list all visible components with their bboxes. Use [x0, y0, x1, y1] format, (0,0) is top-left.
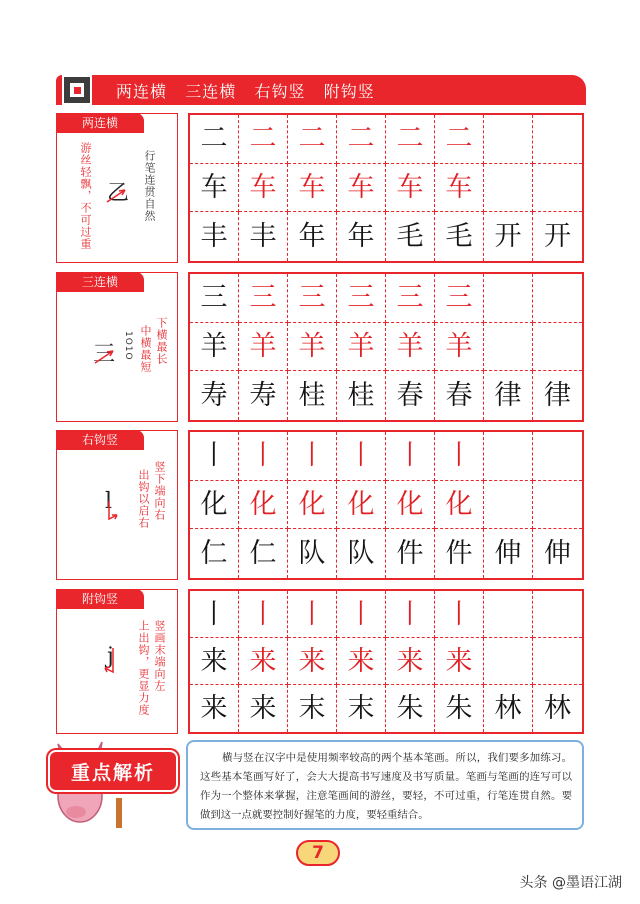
grid-cell: 丨	[288, 591, 337, 638]
grid-cell: 林	[544, 693, 571, 724]
grid-cell: 末	[337, 685, 386, 732]
stroke-tip-extra: 1O1O	[123, 331, 133, 361]
grid-cell: 三	[288, 274, 337, 323]
grid-cell: 桂	[337, 371, 386, 420]
grid-cell: 件	[435, 529, 484, 578]
stroke-direction-arrow-icon	[95, 644, 125, 680]
grid-cell: 伸	[544, 538, 571, 570]
grid-cell: 春	[435, 371, 484, 420]
grid-cell: 丨	[190, 591, 239, 638]
grid-cell	[533, 638, 582, 685]
grid-cell: 二	[239, 115, 288, 164]
section-two-horizontals	[56, 113, 586, 263]
key-analysis-text: 横与竖在汉字中是使用频率较高的两个基本笔画。所以，我们要多加练习。这些基本笔画写好了，会大大提高书写速度及书写质量。笔画与笔画的连写可以作为一个整体来掌握，注意笔画间的游丝，要轻，不可过重，行笔连贯自然。要做到这一点就要控制好握笔的力度，要轻重结合。	[186, 740, 584, 830]
grid-cell: 羊	[435, 323, 484, 372]
grid-cell	[533, 432, 582, 481]
grid-cell: 化	[435, 481, 484, 530]
stroke-label: 右钩竖	[56, 430, 144, 450]
practice-grid	[188, 430, 584, 580]
grid-cell: 寿	[239, 371, 288, 420]
section-right-hook-vertical	[56, 430, 586, 580]
stroke-direction-arrow-icon	[101, 180, 135, 210]
lesson-header	[56, 75, 586, 105]
grid-cell: 羊	[386, 323, 435, 372]
grid-cell: 丨	[337, 591, 386, 638]
grid-cell: 朱	[435, 685, 484, 732]
grid-cell: 三	[239, 274, 288, 323]
grid-cell: 仁	[239, 529, 288, 578]
stroke-direction-arrow-icon	[97, 497, 127, 527]
grid-cell: 开	[544, 221, 571, 253]
grid-cell: 羊	[239, 323, 288, 372]
grid-cell	[533, 481, 582, 530]
grid-cell	[484, 274, 533, 323]
grid-cell: 车	[190, 164, 239, 213]
grid-cell: 队	[288, 529, 337, 578]
grid-cell: 来	[239, 638, 288, 685]
grid-cell: 车	[239, 164, 288, 213]
grid-cell: 丨	[337, 432, 386, 481]
grid-cell: 三	[435, 274, 484, 323]
stroke-tip-red: 上出钩，更显力度	[137, 620, 150, 716]
grid-cell: 仁	[190, 529, 239, 578]
grid-cell: 丨	[190, 432, 239, 481]
stroke-direction-arrow-icon	[91, 343, 121, 369]
key-analysis-badge: 重点解析	[48, 750, 178, 792]
grid-cell: 化	[386, 481, 435, 530]
grid-cell: 三	[386, 274, 435, 323]
grid-cell	[533, 323, 582, 372]
stroke-label: 附钩竖	[56, 589, 144, 609]
stroke-demo-glyph: j	[107, 644, 114, 669]
stroke-tip-panel	[56, 430, 178, 580]
grid-cell	[484, 638, 533, 685]
grid-cell	[533, 274, 582, 323]
grid-cell: 年	[337, 212, 386, 261]
section-left-hook-vertical	[56, 589, 586, 734]
stroke-tip-panel	[56, 272, 178, 422]
grid-cell	[533, 591, 582, 638]
grid-cell: 三	[337, 274, 386, 323]
stroke-tip-panel	[56, 589, 178, 734]
grid-cell: 车	[288, 164, 337, 213]
grid-cell: 来	[386, 638, 435, 685]
grid-cell: 二	[337, 115, 386, 164]
grid-cell	[533, 164, 582, 213]
grid-cell: 年	[288, 212, 337, 261]
grid-cell: 化	[337, 481, 386, 530]
grid-cell: 羊	[288, 323, 337, 372]
grid-cell: 春	[386, 371, 435, 420]
stroke-label: 三连横	[56, 272, 144, 292]
grid-cell: 丰	[239, 212, 288, 261]
stroke-tip-dark: 竖下端向右	[153, 461, 166, 521]
practice-grid	[188, 272, 584, 422]
lesson-title: 两连横 三连横 右钩竖 附钩竖	[116, 81, 375, 101]
grid-cell: 队	[337, 529, 386, 578]
grid-cell: 来	[190, 638, 239, 685]
grid-cell: 丰	[190, 212, 239, 261]
stroke-demo-glyph: 乙	[107, 181, 130, 206]
grid-cell: 来	[190, 685, 239, 732]
grid-cell: 丨	[435, 591, 484, 638]
grid-cell: 羊	[337, 323, 386, 372]
grid-cell: 件	[386, 529, 435, 578]
grid-cell: 丨	[288, 432, 337, 481]
stroke-label: 两连横	[56, 113, 144, 133]
stroke-tip-red: 中横最短	[139, 325, 152, 373]
grid-cell: 律	[544, 380, 571, 412]
grid-cell: 二	[190, 115, 239, 164]
grid-cell	[484, 164, 533, 213]
grid-cell: 伸	[484, 529, 533, 578]
practice-grid	[188, 589, 584, 734]
stroke-tip-dark: 行笔连贯自然	[143, 150, 156, 222]
section-three-horizontals	[56, 272, 586, 422]
grid-cell: 化	[190, 481, 239, 530]
section-marker-icon	[62, 75, 92, 105]
grid-cell: 车	[435, 164, 484, 213]
grid-cell: 末	[288, 685, 337, 732]
grid-cell: 化	[239, 481, 288, 530]
grid-cell	[484, 323, 533, 372]
grid-cell: 丨	[239, 432, 288, 481]
grid-cell: 毛	[435, 212, 484, 261]
grid-cell	[533, 115, 582, 164]
stroke-tip-red: 出钩以启右	[137, 469, 150, 529]
grid-cell: 来	[337, 638, 386, 685]
stroke-tip-dark: 下横最长	[155, 317, 168, 365]
grid-cell: 二	[386, 115, 435, 164]
grid-cell: 化	[288, 481, 337, 530]
grid-cell: 丨	[435, 432, 484, 481]
grid-cell: 开	[484, 212, 533, 261]
grid-cell: 毛	[386, 212, 435, 261]
grid-cell: 朱	[386, 685, 435, 732]
page-number: 7	[296, 840, 340, 866]
grid-cell: 寿	[190, 371, 239, 420]
grid-cell	[484, 115, 533, 164]
grid-cell	[484, 432, 533, 481]
grid-cell	[484, 481, 533, 530]
stroke-demo-glyph: l	[105, 489, 113, 514]
grid-cell: 三	[190, 274, 239, 323]
grid-cell: 羊	[190, 323, 239, 372]
grid-cell	[484, 591, 533, 638]
grid-cell: 二	[435, 115, 484, 164]
grid-cell: 丨	[386, 591, 435, 638]
grid-cell: 丨	[239, 591, 288, 638]
grid-cell: 来	[288, 638, 337, 685]
grid-cell: 来	[239, 685, 288, 732]
watermark: 头条 @墨语江湖	[519, 875, 622, 891]
grid-cell: 二	[288, 115, 337, 164]
grid-cell: 丨	[386, 432, 435, 481]
grid-cell: 律	[484, 371, 533, 420]
grid-cell: 车	[337, 164, 386, 213]
practice-grid	[188, 113, 584, 263]
grid-cell: 林	[484, 685, 533, 732]
stroke-demo-glyph: 三	[93, 342, 116, 367]
grid-cell: 来	[435, 638, 484, 685]
stroke-tip-red: 游丝轻飘，不可过重	[79, 142, 92, 250]
stroke-tip-panel	[56, 113, 178, 263]
grid-cell: 桂	[288, 371, 337, 420]
grid-cell: 车	[386, 164, 435, 213]
stroke-tip-dark: 竖画末端向左	[153, 620, 166, 692]
